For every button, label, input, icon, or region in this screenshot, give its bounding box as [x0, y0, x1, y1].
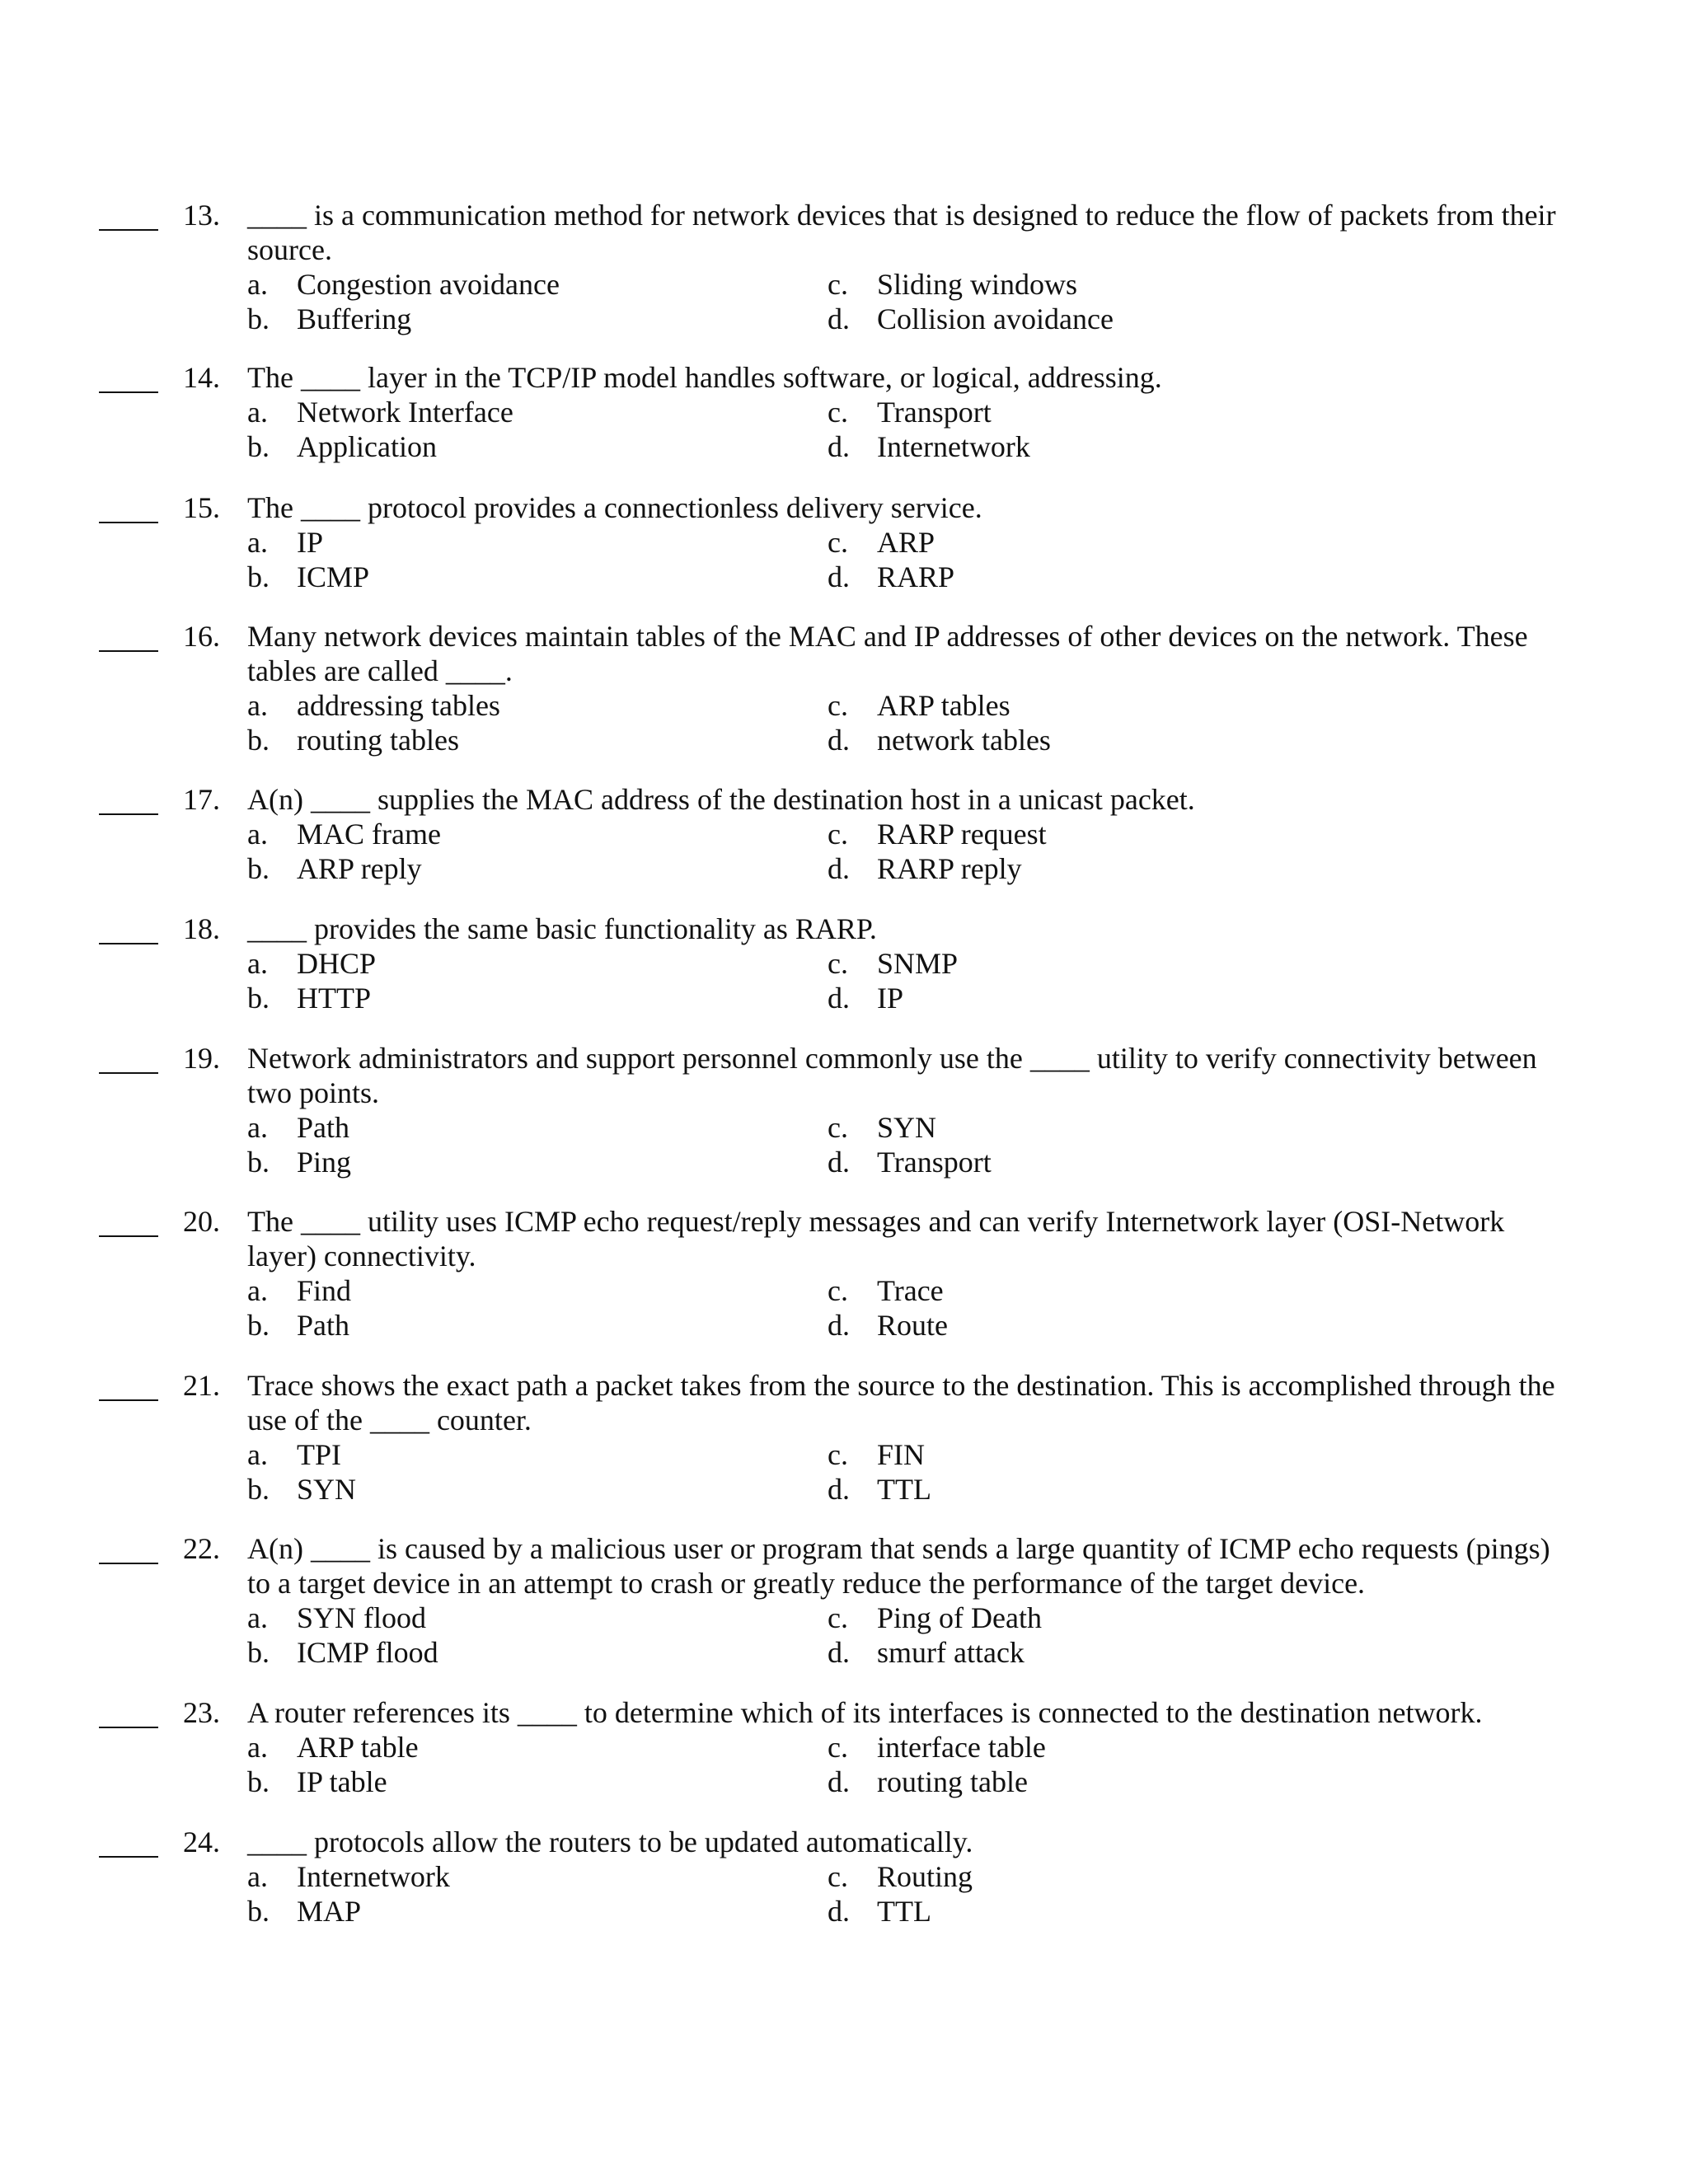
option-letter: d. — [828, 1473, 850, 1506]
answer-blank-line[interactable] — [99, 522, 158, 523]
option-letter: c. — [828, 689, 848, 722]
question-number: 21. — [183, 1369, 220, 1402]
option-letter: d. — [828, 852, 850, 885]
option-letter: a. — [247, 1731, 268, 1764]
option-text: Congestion avoidance — [297, 268, 560, 301]
answer-option[interactable] — [247, 302, 411, 336]
option-text: network tables — [877, 724, 1051, 757]
answer-option[interactable] — [828, 817, 1047, 851]
answer-option[interactable] — [247, 851, 422, 886]
question-stem — [247, 1695, 1592, 1730]
option-text: Application — [297, 430, 437, 463]
option-text: HTTP — [297, 982, 371, 1015]
option-letter: b. — [247, 1765, 270, 1798]
question-stem — [247, 490, 1592, 525]
answer-option[interactable] — [247, 981, 371, 1015]
option-text: smurf attack — [877, 1636, 1025, 1669]
option-letter: b. — [247, 852, 270, 885]
question-stem-line: use of the ____ counter. — [247, 1404, 532, 1436]
answer-option[interactable] — [828, 1730, 1046, 1765]
option-text: RARP reply — [877, 852, 1022, 885]
question-stem-line: Trace shows the exact path a packet takes from the source to the destination. This is accomplished through the — [247, 1369, 1555, 1402]
option-text: Network Interface — [297, 396, 513, 429]
question-item — [0, 1695, 1688, 1799]
option-letter: d. — [828, 302, 850, 335]
answer-option[interactable] — [828, 302, 1114, 336]
question-stem-line: The ____ protocol provides a connectionless delivery service. — [247, 491, 982, 524]
answer-option[interactable] — [247, 525, 323, 560]
answer-option[interactable] — [247, 1472, 356, 1507]
answer-option[interactable] — [828, 560, 954, 594]
question-stem — [247, 782, 1592, 817]
option-letter: a. — [247, 526, 268, 559]
answer-option[interactable] — [247, 946, 376, 981]
option-letter: d. — [828, 560, 850, 593]
answer-option[interactable] — [247, 688, 500, 723]
question-stem-line: ____ provides the same basic functionality as RARP. — [247, 912, 877, 945]
option-text: Transport — [877, 1146, 992, 1179]
option-text: TPI — [297, 1438, 341, 1471]
option-letter: b. — [247, 1146, 270, 1179]
option-letter: a. — [247, 1274, 268, 1307]
option-text: FIN — [877, 1438, 926, 1471]
answer-option[interactable] — [247, 1894, 361, 1929]
answer-option[interactable] — [828, 267, 1077, 302]
question-number: 15. — [183, 491, 220, 524]
option-text: SNMP — [877, 947, 959, 980]
answer-option[interactable] — [828, 525, 935, 560]
question-item — [0, 198, 1688, 336]
answer-option[interactable] — [247, 560, 369, 594]
option-letter: c. — [828, 268, 848, 301]
option-text: Find — [297, 1274, 352, 1307]
option-letter: a. — [247, 689, 268, 722]
question-stem-line: A router references its ____ to determine which of its interfaces is connected to the destination network. — [247, 1696, 1483, 1729]
option-letter: a. — [247, 1860, 268, 1893]
answer-blank-line[interactable] — [99, 943, 158, 944]
option-letter: c. — [828, 1731, 848, 1764]
option-text: SYN — [877, 1111, 937, 1144]
question-number: 18. — [183, 912, 220, 945]
answer-option[interactable] — [247, 1730, 419, 1765]
answer-option[interactable] — [247, 1273, 351, 1308]
option-text: DHCP — [297, 947, 377, 980]
answer-option[interactable] — [828, 851, 1022, 886]
answer-option[interactable] — [247, 1635, 438, 1670]
answer-option[interactable] — [828, 1765, 1028, 1799]
option-text: ARP — [877, 526, 935, 559]
option-text: SYN — [297, 1473, 357, 1506]
answer-option[interactable] — [828, 1859, 973, 1894]
option-text: ARP tables — [877, 689, 1010, 722]
option-letter: c. — [828, 1111, 848, 1144]
answer-option[interactable] — [247, 395, 513, 429]
option-text: Internetwork — [877, 430, 1030, 463]
option-text: Trace — [877, 1274, 944, 1307]
question-stem-line: tables are called ____. — [247, 654, 513, 687]
option-letter: d. — [828, 1895, 850, 1928]
question-item — [0, 360, 1688, 464]
question-item — [0, 490, 1688, 594]
option-letter: d. — [828, 1636, 850, 1669]
option-text: MAP — [297, 1895, 362, 1928]
answer-option[interactable] — [247, 1110, 349, 1145]
option-letter: a. — [247, 1438, 268, 1471]
question-number: 20. — [183, 1205, 220, 1238]
answer-option[interactable] — [828, 1110, 936, 1145]
option-letter: a. — [247, 1601, 268, 1634]
answer-blank-line[interactable] — [99, 391, 158, 393]
option-text: IP — [297, 526, 324, 559]
option-letter: d. — [828, 1146, 850, 1179]
answer-option[interactable] — [828, 1635, 1025, 1670]
answer-option[interactable] — [828, 1894, 931, 1929]
question-stem — [247, 1204, 1592, 1273]
option-letter: d. — [828, 1309, 850, 1342]
answer-option[interactable] — [828, 395, 992, 429]
option-text: IP — [877, 982, 904, 1015]
answer-blank-line[interactable] — [99, 1727, 158, 1728]
answer-option[interactable] — [247, 817, 441, 851]
question-stem — [247, 1041, 1592, 1110]
answer-option[interactable] — [828, 1273, 944, 1308]
answer-option[interactable] — [828, 1308, 948, 1343]
option-text: Buffering — [297, 302, 412, 335]
question-item — [0, 1825, 1688, 1929]
answer-option[interactable] — [828, 688, 1010, 723]
option-letter: b. — [247, 560, 270, 593]
option-letter: b. — [247, 1895, 270, 1928]
question-item — [0, 912, 1688, 1015]
option-letter: b. — [247, 302, 270, 335]
question-stem — [247, 198, 1592, 267]
option-letter: c. — [828, 947, 848, 980]
option-letter: b. — [247, 1473, 270, 1506]
option-letter: c. — [828, 1274, 848, 1307]
question-stem — [247, 360, 1592, 395]
option-text: ARP reply — [297, 852, 422, 885]
option-text: Ping — [297, 1146, 352, 1179]
option-letter: b. — [247, 1309, 270, 1342]
option-text: routing tables — [297, 724, 459, 757]
option-text: Sliding windows — [877, 268, 1078, 301]
option-letter: b. — [247, 1636, 270, 1669]
question-item — [0, 619, 1688, 757]
option-text: Internetwork — [297, 1860, 450, 1893]
option-letter: a. — [247, 396, 268, 429]
question-number: 14. — [183, 361, 220, 394]
answer-option[interactable] — [247, 1601, 426, 1635]
answer-option[interactable] — [247, 1437, 341, 1472]
option-text: Transport — [877, 396, 992, 429]
answer-blank-line[interactable] — [99, 1399, 158, 1401]
question-stem-line: layer) connectivity. — [247, 1240, 476, 1272]
answer-option[interactable] — [828, 429, 1030, 464]
option-text: addressing tables — [297, 689, 500, 722]
option-text: Path — [297, 1309, 350, 1342]
option-text: ARP table — [297, 1731, 419, 1764]
question-number: 23. — [183, 1696, 220, 1729]
question-stem — [247, 912, 1592, 946]
question-number: 22. — [183, 1532, 220, 1565]
answer-option[interactable] — [247, 1308, 349, 1343]
answer-blank-line[interactable] — [99, 1235, 158, 1237]
question-number: 24. — [183, 1825, 220, 1858]
option-text: Ping of Death — [877, 1601, 1042, 1634]
question-number: 19. — [183, 1042, 220, 1075]
option-text: ICMP — [297, 560, 370, 593]
option-text: interface table — [877, 1731, 1046, 1764]
option-letter: b. — [247, 982, 270, 1015]
question-item — [0, 1041, 1688, 1179]
option-letter: c. — [828, 1601, 848, 1634]
question-item — [0, 782, 1688, 886]
answer-option[interactable] — [828, 1145, 992, 1179]
question-stem — [247, 1368, 1592, 1437]
option-letter: b. — [247, 724, 270, 757]
option-text: Route — [877, 1309, 948, 1342]
option-text: Routing — [877, 1860, 973, 1893]
question-stem-line: The ____ layer in the TCP/IP model handles software, or logical, addressing. — [247, 361, 1162, 394]
question-stem-line: A(n) ____ is caused by a malicious user or program that sends a large quantity of ICMP echo requests (pings) — [247, 1532, 1550, 1565]
option-letter: a. — [247, 1111, 268, 1144]
answer-option[interactable] — [828, 723, 1051, 757]
option-text: ICMP flood — [297, 1636, 438, 1669]
question-stem-line: A(n) ____ supplies the MAC address of the destination host in a unicast packet. — [247, 783, 1195, 816]
option-letter: c. — [828, 1438, 848, 1471]
question-item — [0, 1531, 1688, 1670]
question-stem-line: ____ protocols allow the routers to be updated automatically. — [247, 1825, 973, 1858]
option-text: TTL — [877, 1895, 931, 1928]
answer-option[interactable] — [247, 429, 437, 464]
option-letter: a. — [247, 268, 268, 301]
option-text: IP table — [297, 1765, 387, 1798]
question-number: 16. — [183, 620, 220, 653]
answer-blank-line[interactable] — [99, 650, 158, 652]
answer-blank-line[interactable] — [99, 1856, 158, 1858]
answer-option[interactable] — [247, 723, 459, 757]
answer-blank-line[interactable] — [99, 813, 158, 815]
answer-option[interactable] — [828, 946, 958, 981]
option-text: Collision avoidance — [877, 302, 1114, 335]
question-item — [0, 1368, 1688, 1507]
question-stem-line: to a target device in an attempt to crash or greatly reduce the performance of the target device. — [247, 1567, 1366, 1600]
answer-option[interactable] — [828, 1601, 1042, 1635]
option-text: TTL — [877, 1473, 931, 1506]
question-stem — [247, 1531, 1592, 1601]
option-letter: d. — [828, 982, 850, 1015]
option-letter: b. — [247, 430, 270, 463]
question-stem-line: source. — [247, 233, 332, 266]
option-text: RARP request — [877, 818, 1047, 851]
question-number: 17. — [183, 783, 220, 816]
option-text: routing table — [877, 1765, 1028, 1798]
option-letter: d. — [828, 430, 850, 463]
answer-option[interactable] — [247, 1859, 450, 1894]
option-text: SYN flood — [297, 1601, 427, 1634]
option-letter: a. — [247, 818, 268, 851]
question-stem-line: Network administrators and support personnel commonly use the ____ utility to verify connectivity between — [247, 1042, 1537, 1075]
answer-option[interactable] — [828, 1472, 931, 1507]
question-stem — [247, 1825, 1592, 1859]
option-letter: a. — [247, 947, 268, 980]
question-item — [0, 1204, 1688, 1343]
question-stem-line: Many network devices maintain tables of the MAC and IP addresses of other devices on the network. These — [247, 620, 1528, 653]
option-letter: c. — [828, 396, 848, 429]
option-text: MAC frame — [297, 818, 441, 851]
option-letter: d. — [828, 1765, 850, 1798]
option-letter: d. — [828, 724, 850, 757]
answer-option[interactable] — [828, 1437, 925, 1472]
answer-blank-line[interactable] — [99, 1072, 158, 1074]
option-letter: c. — [828, 1860, 848, 1893]
question-stem-line: two points. — [247, 1076, 380, 1109]
question-number: 13. — [183, 199, 220, 232]
answer-option[interactable] — [247, 1145, 351, 1179]
question-stem-line: The ____ utility uses ICMP echo request/reply messages and can verify Internetwork layer (OSI-Network — [247, 1205, 1505, 1238]
option-letter: c. — [828, 818, 848, 851]
question-stem-line: ____ is a communication method for network devices that is designed to reduce the flow of packets from their — [247, 199, 1556, 232]
answer-option[interactable] — [247, 267, 560, 302]
option-letter: c. — [828, 526, 848, 559]
option-text: RARP — [877, 560, 955, 593]
answer-option[interactable] — [247, 1765, 387, 1799]
answer-blank-line[interactable] — [99, 229, 158, 231]
answer-option[interactable] — [828, 981, 903, 1015]
question-stem — [247, 619, 1592, 688]
option-text: Path — [297, 1111, 350, 1144]
answer-blank-line[interactable] — [99, 1563, 158, 1564]
